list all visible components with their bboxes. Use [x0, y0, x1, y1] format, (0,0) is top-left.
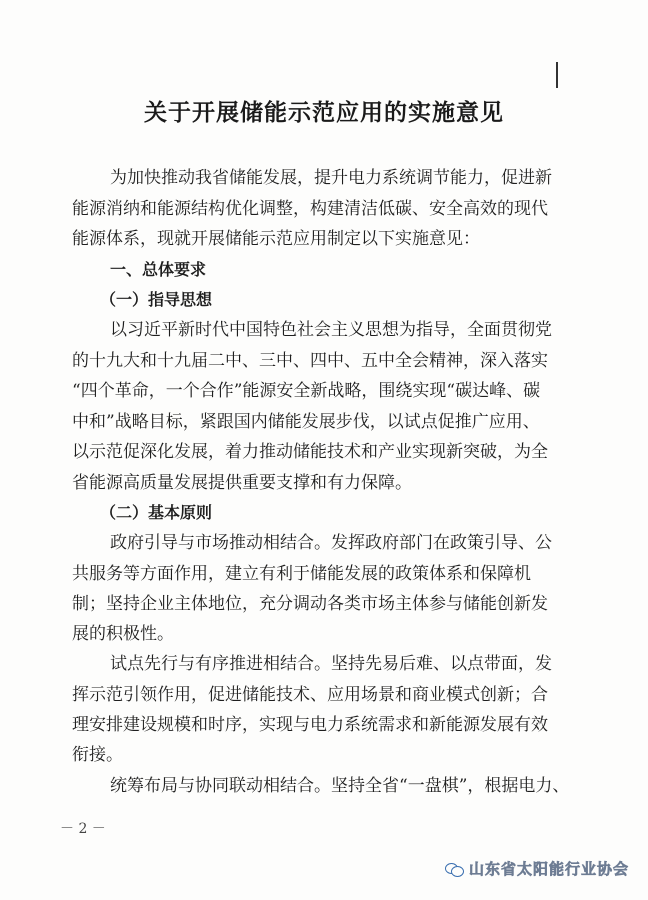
paragraph-line: 共服务等方面作用，建立有利于储能发展的政策体系和保障机: [72, 564, 531, 584]
paragraph-line: 中和”战略目标，紧跟国内储能发展步伐，以试点促推广应用、: [72, 412, 540, 432]
document-title: 关于开展储能示范应用的实施意见: [144, 99, 504, 126]
paragraph-line: 展的积极性。: [72, 624, 174, 644]
paragraph-line: 的十九大和十九届二中、三中、四中、五中全会精神，深入落实: [72, 351, 548, 371]
watermark-text: 山东省太阳能行业协会: [469, 860, 630, 878]
paragraph-line: 挥示范引领作用，促进储能技术、应用场景和商业模式创新；合: [72, 685, 548, 705]
paragraph-line: “四个革命，一个合作”能源安全新战略，围绕实现“碳达峰、碳: [72, 381, 541, 401]
paragraph-line: 能源体系，现就开展储能示范应用制定以下实施意见：: [72, 229, 480, 249]
scan-artifact-mark: [556, 62, 558, 88]
watermark: [445, 858, 629, 879]
paragraph-line: 政府引导与市场推动相结合。发挥政府部门在政策引导、公: [110, 533, 552, 553]
paragraph-line: 为加快推动我省储能发展，提升电力系统调节能力，促进新: [110, 168, 552, 188]
subsection-heading: （一）指导思想: [100, 290, 213, 309]
paragraph-line: 理安排建设规模和时序，实现与电力系统需求和新能源发展有效: [72, 715, 548, 735]
section-heading: 一、总体要求: [110, 260, 207, 279]
page-number: － 2 －: [60, 821, 106, 837]
paragraph-line: 衔接。: [72, 745, 123, 765]
wechat-icon: [445, 861, 463, 877]
subsection-heading: （二）基本原则: [100, 503, 213, 522]
paragraph-line: 能源消纳和能源结构优化调整，构建清洁低碳、安全高效的现代: [72, 199, 548, 219]
paragraph-line: 制；坚持企业主体地位，充分调动各类市场主体参与储能创新发: [72, 594, 548, 614]
paragraph-line: 以示范促深化发展，着力推动储能技术和产业实现新突破，为全: [72, 442, 548, 462]
paragraph-line: 统筹布局与协同联动相结合。坚持全省“一盘棋”，根据电力、: [110, 776, 570, 796]
paragraph-line: 以习近平新时代中国特色社会主义思想为指导，全面贯彻党: [110, 320, 552, 340]
paragraph-line: 省能源高质量发展提供重要支撑和有力保障。: [72, 473, 412, 493]
paragraph-line: 试点先行与有序推进相结合。坚持先易后难、以点带面，发: [110, 654, 552, 674]
